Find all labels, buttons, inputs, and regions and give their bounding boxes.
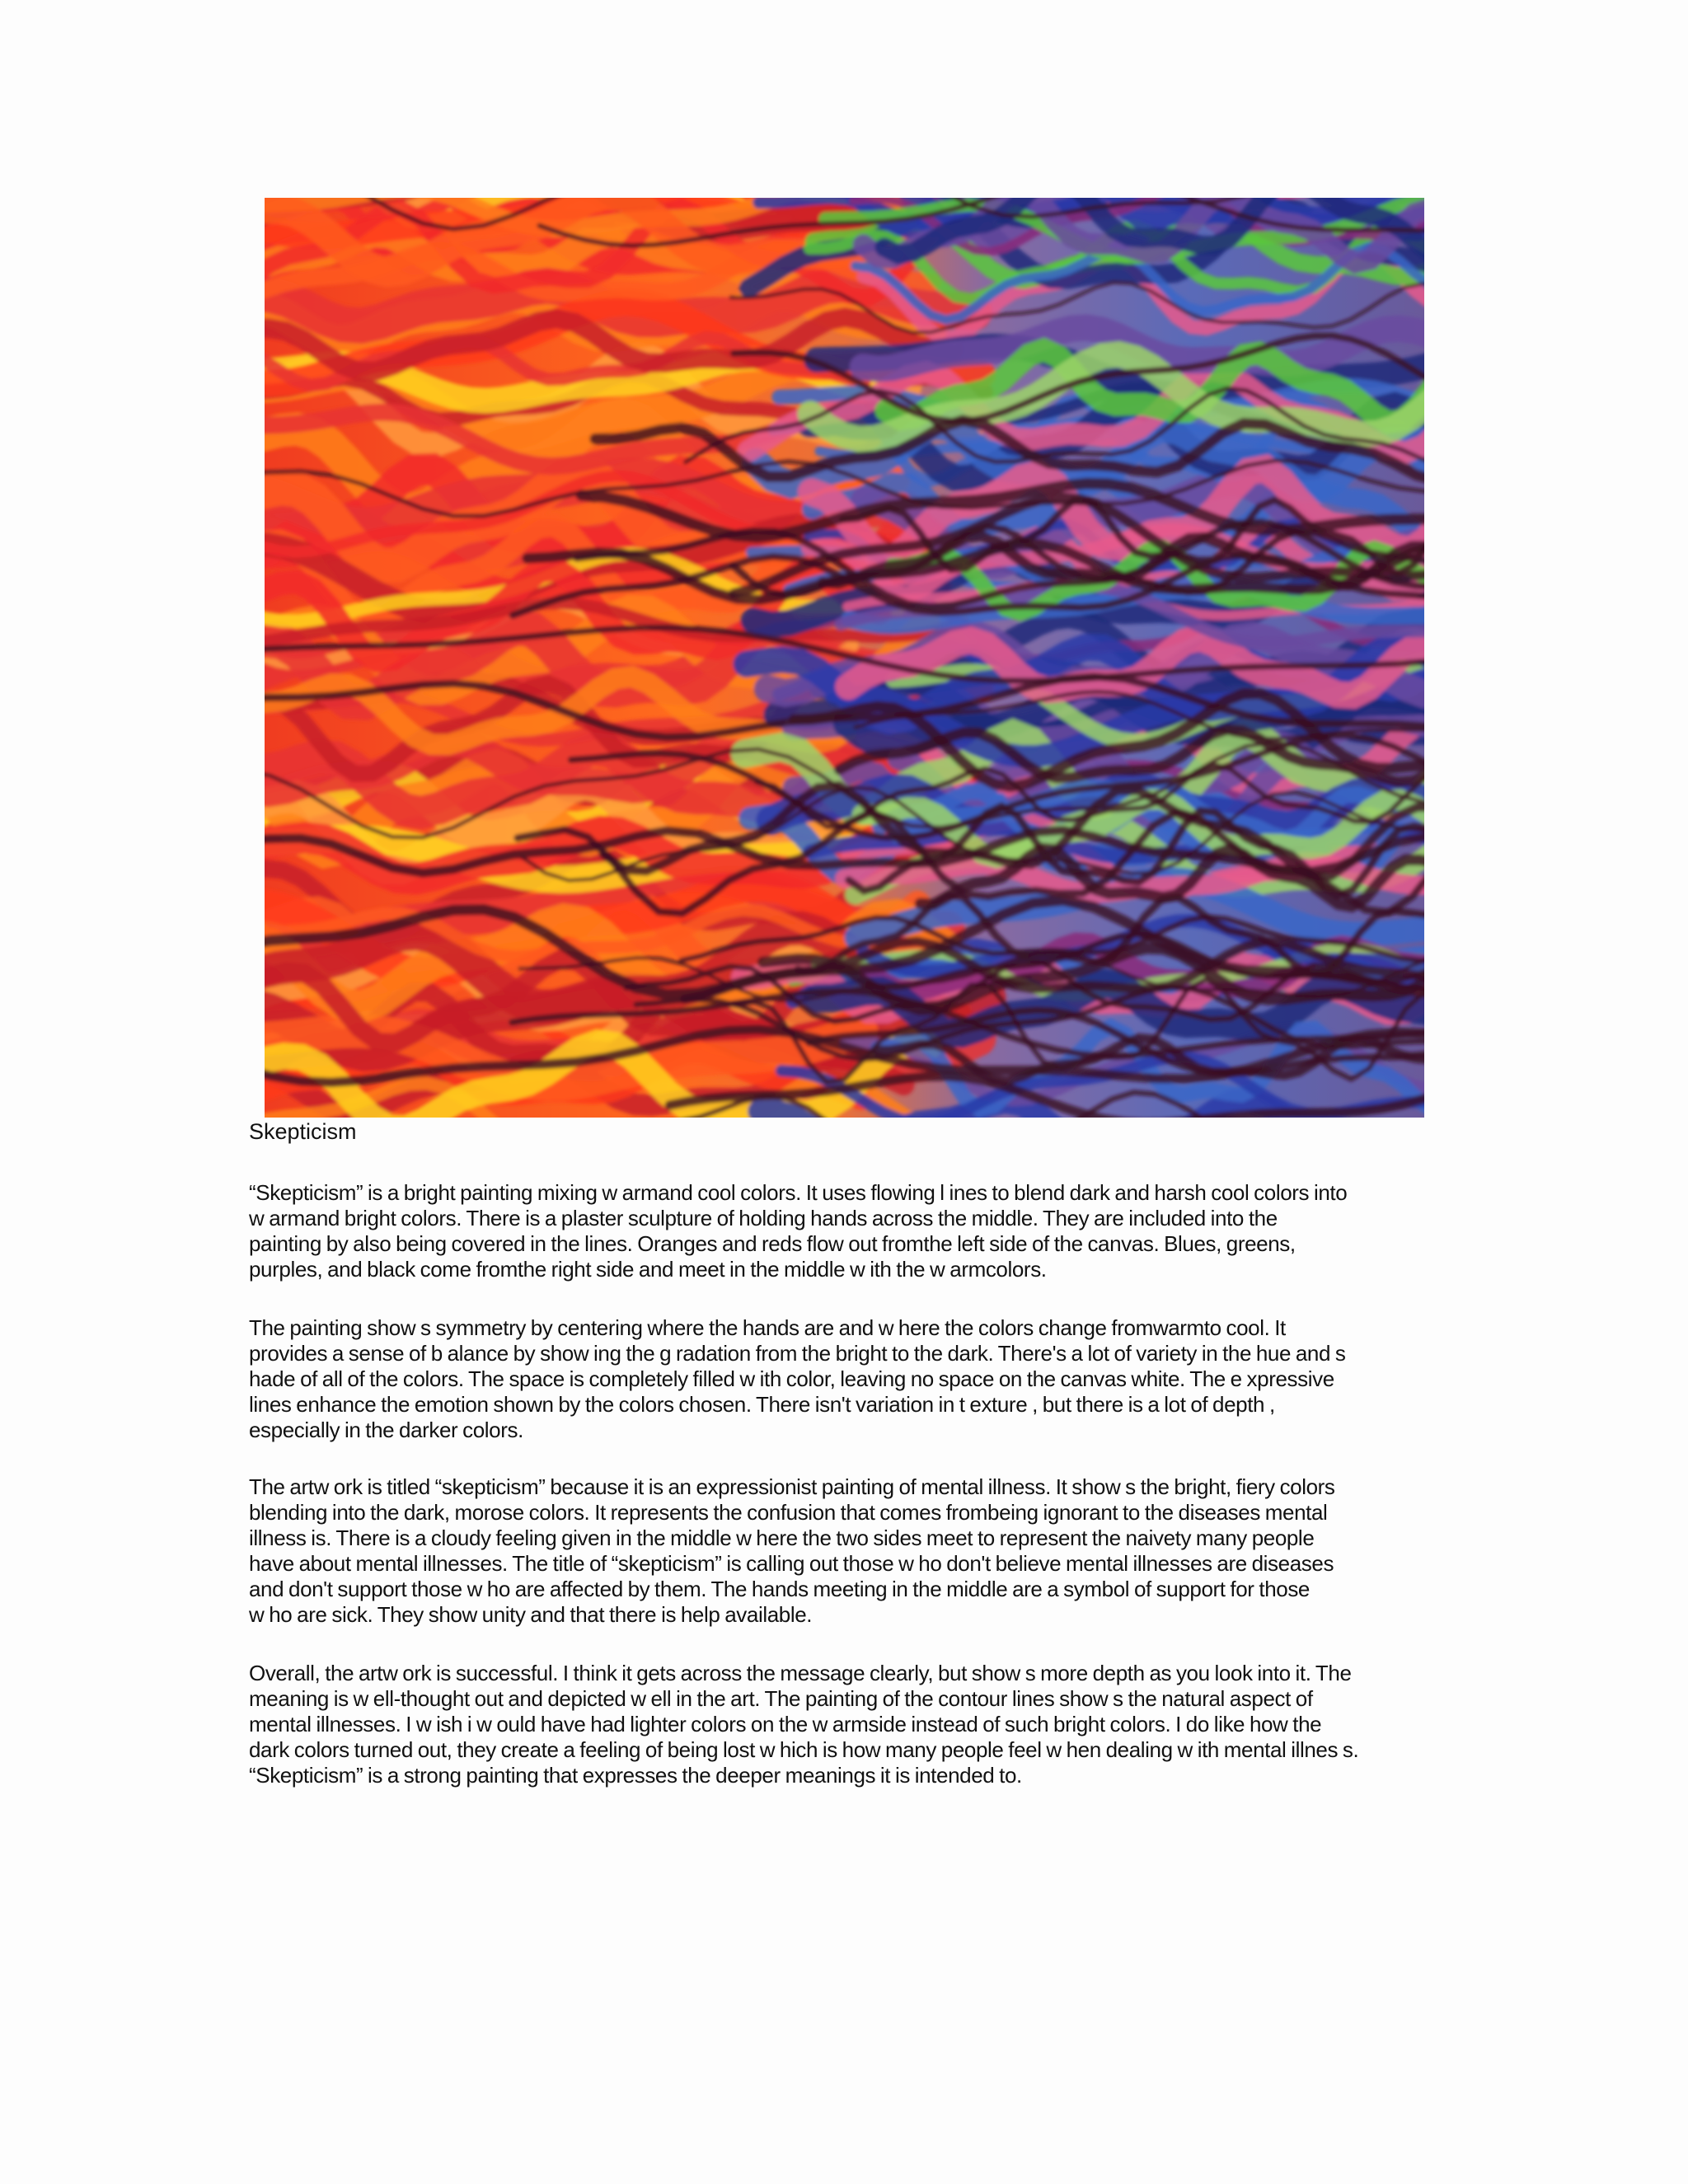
text-line: hade of all of the colors. The space is completely filled w ith color, leaving no space on the canvas white. The e xpressive [249,1366,1334,1391]
text-line: have about mental illnesses. The title of “skepticism” is calling out those w ho don't believe mental illnesses are diseases [249,1551,1334,1576]
text-line: painting by also being covered in the lines. Oranges and reds flow out fromthe left side of the canvas. Blues, greens, [249,1231,1296,1256]
text-line: The painting show s symmetry by centering where the hands are and w here the colors change fromwarmto cool. It [249,1315,1286,1340]
paragraph-description [249,1180,1452,1282]
text-line: w ho are sick. They show unity and that there is help available. [249,1602,813,1627]
text-line: dark colors turned out, they create a feeling of being lost w hich is how many people feel w hen dealing w ith mental illnes s. [249,1737,1359,1762]
image-caption: Skepticism [249,1119,357,1144]
text-line: illness is. There is a cloudy feeling given in the middle w here the two sides meet to represent the naivety many people [249,1526,1315,1550]
text-line: “Skepticism” is a strong painting that expresses the deeper meanings it is intended to. [249,1763,1022,1788]
text-line: provides a sense of b alance by show ing the g radation from the bright to the dark. There's a lot of variety in the hue and s [249,1341,1346,1366]
text-line: The artw ork is titled “skepticism” because it is an expressionist painting of mental illness. It show s the bright, fiery colors [249,1474,1335,1499]
painting-image [265,198,1424,1118]
text-line: “Skepticism” is a bright painting mixing w armand cool colors. It uses flowing l ines to blend dark and harsh cool colors into [249,1180,1348,1205]
text-line: mental illnesses. I w ish i w ould have had lighter colors on the w armside instead of such bright colors. I do like how the [249,1712,1322,1736]
text-line: w armand bright colors. There is a plaster sculpture of holding hands across the middle. They are included into the [249,1206,1278,1230]
text-line: and don't support those w ho are affected by them. The hands meeting in the middle are a symbol of support for those [249,1577,1310,1601]
paragraph-analysis [249,1315,1452,1443]
text-line: especially in the darker colors. [249,1418,523,1442]
text-line: purples, and black come fromthe right side and meet in the middle w ith the w armcolors. [249,1257,1047,1282]
text-line: blending into the dark, morose colors. It represents the confusion that comes frombeing ignorant to the diseases mental [249,1500,1328,1525]
text-line: meaning is w ell-thought out and depicted w ell in the art. The painting of the contour lines show s the natural aspect of [249,1686,1313,1711]
paragraph-interpretation [249,1474,1452,1628]
paragraph-judgment [249,1661,1452,1788]
text-line: Overall, the artw ork is successful. I think it gets across the message clearly, but show s more depth as you look into it. The [249,1661,1352,1685]
text-line: lines enhance the emotion shown by the colors chosen. There isn't variation in t exture , but there is a lot of depth , [249,1392,1275,1417]
